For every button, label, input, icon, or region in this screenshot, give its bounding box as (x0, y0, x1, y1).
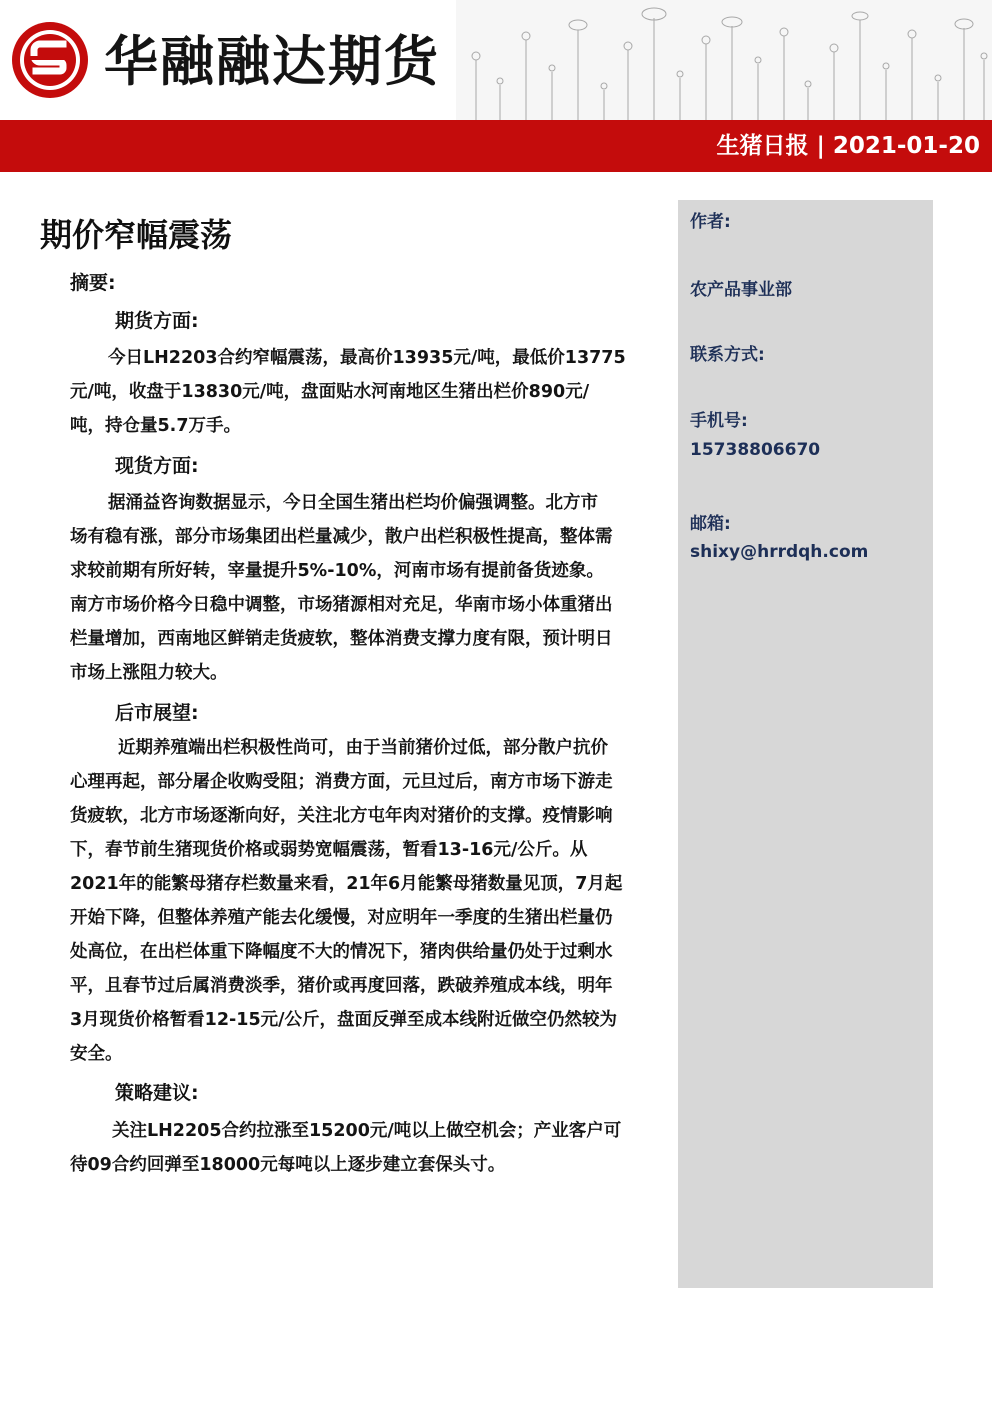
outlook-paragraph (70, 731, 658, 1071)
email-address[interactable]: shixy@hrrdqh.com (690, 542, 869, 562)
futures-paragraph (70, 341, 658, 443)
text-line: 2021年的能繁母猪存栏数量来看，21年6月能繁母猪数量见顶，7月起 (70, 874, 623, 894)
text-line: 求较前期有所好转，宰量提升5%-10%，河南市场有提前备货迹象。 (70, 561, 604, 581)
page-title: 期价窄幅震荡 (40, 216, 233, 254)
text-line: 南方市场价格今日稳中调整，市场猪源相对充足，华南市场小体重猪出 (70, 595, 613, 615)
text-line: 下，春节前生猪现货价格或弱势宽幅震荡，暂看13-16元/公斤。从 (70, 840, 588, 860)
text-line: 开始下降，但整体养殖产能去化缓慢，对应明年一季度的生猪出栏量仍 (70, 908, 613, 928)
phone-label: 手机号: (690, 411, 748, 431)
text-line: 场有稳有涨，部分市场集团出栏量减少，散户出栏积极性提高，整体需 (70, 527, 613, 547)
text-line: 元/吨，收盘于13830元/吨，盘面贴水河南地区生猪出栏价890元/ (70, 382, 590, 402)
strategy-heading: 策略建议: (115, 1082, 199, 1104)
decorative-pattern (456, 0, 992, 120)
page-header (0, 0, 992, 120)
text-line: 今日LH2203合约窄幅震荡，最高价13935元/吨，最低价13775 (108, 348, 626, 368)
text-line: 心理再起，部分屠企收购受阻；消费方面，元旦过后，南方市场下游走 (70, 772, 613, 792)
report-type-date: 生猪日报 | 2021-01-20 (716, 133, 980, 159)
text-line: 处高位，在出栏体重下降幅度不大的情况下，猪肉供给量仍处于过剩水 (70, 942, 613, 962)
text-line: 市场上涨阻力较大。 (70, 663, 228, 683)
text-line: 据涌益咨询数据显示，今日全国生猪出栏均价偏强调整。北方市 (108, 493, 598, 513)
outlook-heading: 后市展望: (115, 702, 199, 724)
company-name: 华融融达期货 (104, 30, 440, 93)
text-line: 平，且春节过后属消费淡季，猪价或再度回落，跌破养殖成本线，明年 (70, 976, 613, 996)
contact-label: 联系方式: (690, 345, 765, 365)
report-banner (0, 120, 992, 172)
text-line: 近期养殖端出栏积极性尚可，由于当前猪价过低，部分散户抗价 (118, 738, 608, 758)
summary-label: 摘要: (70, 272, 116, 294)
text-line: 3月现货价格暂看12-15元/公斤，盘面反弹至成本线附近做空仍然较为 (70, 1010, 618, 1030)
author-label: 作者: (690, 212, 731, 232)
spot-paragraph (70, 486, 658, 690)
text-line: 关注LH2205合约拉涨至15200元/吨以上做空机会；产业客户可 (112, 1121, 622, 1141)
phone-number: 15738806670 (690, 440, 821, 460)
strategy-paragraph (70, 1114, 658, 1182)
text-line: 安全。 (70, 1044, 123, 1064)
department: 农产品事业部 (690, 280, 792, 300)
text-line: 货疲软，北方市场逐渐向好，关注北方屯年肉对猪价的支撑。疫情影响 (70, 806, 613, 826)
text-line: 吨，持仓量5.7万手。 (70, 416, 242, 436)
spot-heading: 现货方面: (115, 455, 199, 477)
company-logo-icon (10, 20, 90, 100)
text-line: 待09合约回弹至18000元每吨以上逐步建立套保头寸。 (70, 1155, 506, 1175)
text-line: 栏量增加，西南地区鲜销走货疲软，整体消费支撑力度有限，预计明日 (70, 629, 613, 649)
futures-heading: 期货方面: (115, 310, 199, 332)
email-label: 邮箱: (690, 514, 731, 534)
author-sidebar (678, 200, 933, 1288)
